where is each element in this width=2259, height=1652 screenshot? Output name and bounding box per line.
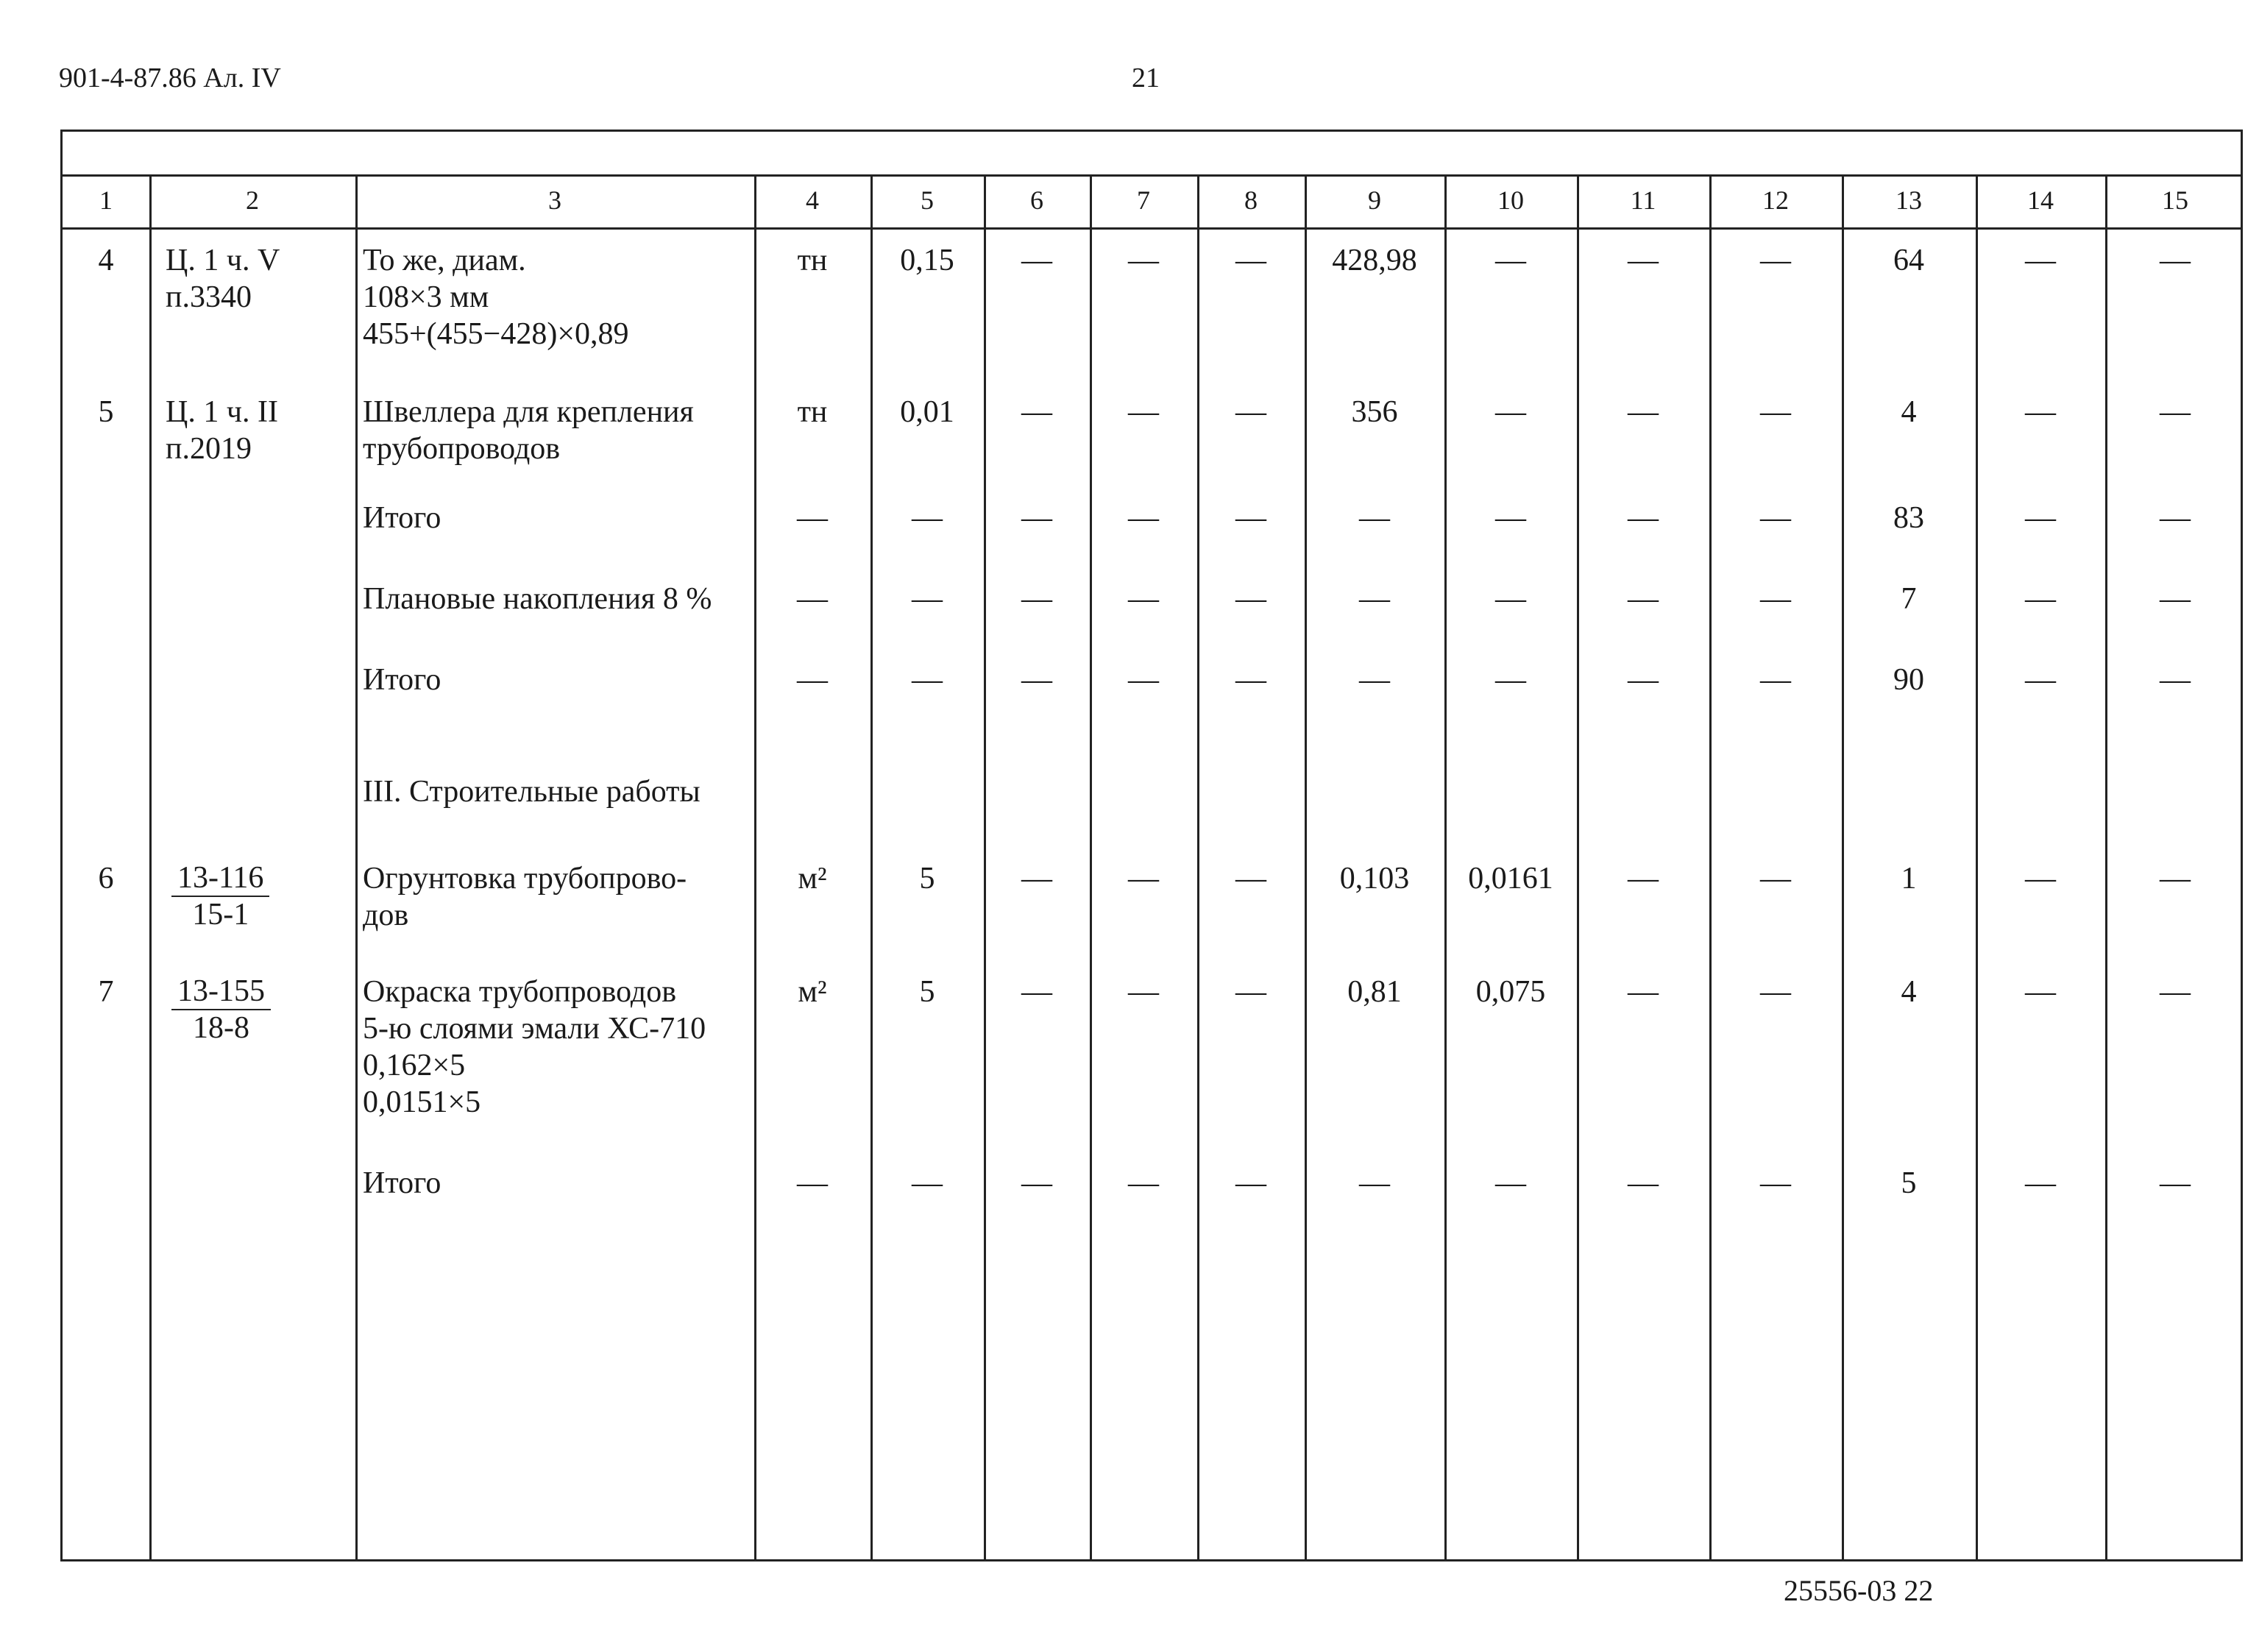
value-cell-col-6: — bbox=[1021, 395, 1052, 429]
value-cell-col-14: — bbox=[2025, 395, 2056, 429]
reference-fraction bbox=[171, 860, 269, 932]
value-cell-col-10: — bbox=[1495, 395, 1526, 429]
value-cell-col-4: тн bbox=[797, 395, 828, 429]
description-line: Швеллера для крепления bbox=[363, 395, 694, 429]
fraction-denominator: 18-8 bbox=[193, 1011, 249, 1045]
value-cell-col-7: — bbox=[1128, 975, 1159, 1009]
column-divider bbox=[355, 174, 358, 1559]
value-cell-col-9: 428,98 bbox=[1332, 244, 1417, 277]
value-cell-col-8: — bbox=[1235, 975, 1266, 1009]
value-cell-col-10: — bbox=[1495, 1166, 1526, 1200]
column-number: 14 bbox=[2027, 185, 2054, 215]
value-cell-col-7: — bbox=[1128, 663, 1159, 697]
value-cell-col-5: 5 bbox=[919, 975, 935, 1009]
table-top-band bbox=[63, 132, 2241, 177]
column-number: 1 bbox=[99, 185, 113, 215]
value-cell-col-5: 0,15 bbox=[900, 244, 954, 277]
value-cell-col-12: — bbox=[1760, 244, 1791, 277]
value-cell-col-4: м² bbox=[798, 862, 827, 896]
value-cell-col-9: — bbox=[1359, 1166, 1390, 1200]
value-cell-col-4: — bbox=[797, 663, 828, 697]
description-line: 455+(455−428)×0,89 bbox=[363, 317, 629, 351]
reference-line: п.3340 bbox=[166, 280, 252, 314]
column-divider bbox=[984, 174, 986, 1559]
column-number: 7 bbox=[1137, 185, 1150, 215]
value-cell-col-13: 1 bbox=[1901, 862, 1917, 896]
value-cell-col-9: 0,81 bbox=[1347, 975, 1402, 1009]
column-divider bbox=[1976, 174, 1978, 1559]
value-cell-col-7: — bbox=[1128, 395, 1159, 429]
value-cell-col-8: — bbox=[1235, 1166, 1266, 1200]
column-number: 15 bbox=[2162, 185, 2188, 215]
value-cell-col-13: 83 bbox=[1893, 501, 1924, 535]
value-cell-col-7: — bbox=[1128, 862, 1159, 896]
footer-code: 25556-03 22 bbox=[1784, 1574, 1934, 1607]
column-divider bbox=[1444, 174, 1447, 1559]
value-cell-col-8: — bbox=[1235, 244, 1266, 277]
reference-line: п.2019 bbox=[166, 432, 252, 466]
description-line: 0,0151×5 bbox=[363, 1085, 481, 1119]
column-number: 9 bbox=[1368, 185, 1381, 215]
value-cell-col-14: — bbox=[2025, 244, 2056, 277]
column-number: 6 bbox=[1030, 185, 1043, 215]
value-cell-col-15: — bbox=[2160, 501, 2191, 535]
value-cell-col-6: — bbox=[1021, 663, 1052, 697]
value-cell-col-4: — bbox=[797, 1166, 828, 1200]
column-number: 5 bbox=[921, 185, 934, 215]
value-cell-col-4: тн bbox=[797, 244, 828, 277]
value-cell-col-8: — bbox=[1235, 395, 1266, 429]
value-cell-col-12: — bbox=[1760, 663, 1791, 697]
description-line: дов bbox=[363, 898, 409, 932]
value-cell-col-14: — bbox=[2025, 501, 2056, 535]
row-number: 7 bbox=[98, 975, 114, 1009]
value-cell-col-11: — bbox=[1628, 395, 1659, 429]
value-cell-col-13: 7 bbox=[1901, 582, 1917, 616]
value-cell-col-12: — bbox=[1760, 582, 1791, 616]
value-cell-col-10: — bbox=[1495, 501, 1526, 535]
description-line: 0,162×5 bbox=[363, 1049, 466, 1082]
column-divider bbox=[1090, 174, 1092, 1559]
value-cell-col-11: — bbox=[1628, 975, 1659, 1009]
value-cell-col-12: — bbox=[1760, 975, 1791, 1009]
value-cell-col-8: — bbox=[1235, 501, 1266, 535]
value-cell-col-6: — bbox=[1021, 975, 1052, 1009]
column-divider bbox=[149, 174, 152, 1559]
value-cell-col-5: — bbox=[912, 582, 943, 616]
value-cell-col-4: — bbox=[797, 582, 828, 616]
description-line: Огрунтовка трубопрово- bbox=[363, 862, 687, 896]
value-cell-col-9: — bbox=[1359, 582, 1390, 616]
value-cell-col-15: — bbox=[2160, 862, 2191, 896]
column-number: 3 bbox=[548, 185, 561, 215]
value-cell-col-9: 0,103 bbox=[1339, 862, 1410, 896]
reference-line: Ц. 1 ч. II bbox=[166, 395, 278, 429]
value-cell-col-15: — bbox=[2160, 582, 2191, 616]
column-divider bbox=[1842, 174, 1844, 1559]
value-cell-col-13: 4 bbox=[1901, 975, 1917, 1009]
value-cell-col-7: — bbox=[1128, 582, 1159, 616]
reference-fraction bbox=[171, 974, 271, 1046]
value-cell-col-15: — bbox=[2160, 975, 2191, 1009]
value-cell-col-8: — bbox=[1235, 862, 1266, 896]
value-cell-col-6: — bbox=[1021, 501, 1052, 535]
value-cell-col-10: — bbox=[1495, 244, 1526, 277]
column-divider bbox=[1197, 174, 1199, 1559]
value-cell-col-14: — bbox=[2025, 1166, 2056, 1200]
value-cell-col-7: — bbox=[1128, 244, 1159, 277]
value-cell-col-12: — bbox=[1760, 501, 1791, 535]
description-line: 5-ю слоями эмали ХС-710 bbox=[363, 1012, 706, 1046]
fraction-denominator: 15-1 bbox=[192, 898, 249, 932]
column-number: 12 bbox=[1762, 185, 1789, 215]
description-line: 108×3 мм bbox=[363, 280, 489, 314]
column-number: 4 bbox=[806, 185, 819, 215]
value-cell-col-7: — bbox=[1128, 1166, 1159, 1200]
value-cell-col-10: 0,0161 bbox=[1468, 862, 1553, 896]
value-cell-col-11: — bbox=[1628, 501, 1659, 535]
value-cell-col-14: — bbox=[2025, 663, 2056, 697]
value-cell-col-9: — bbox=[1359, 663, 1390, 697]
value-cell-col-5: 5 bbox=[919, 862, 935, 896]
description-line: Плановые накопления 8 % bbox=[363, 582, 712, 616]
value-cell-col-15: — bbox=[2160, 1166, 2191, 1200]
column-divider bbox=[870, 174, 873, 1559]
description-line: трубопроводов bbox=[363, 432, 561, 466]
value-cell-col-13: 4 bbox=[1901, 395, 1917, 429]
value-cell-col-6: — bbox=[1021, 1166, 1052, 1200]
value-cell-col-14: — bbox=[2025, 582, 2056, 616]
value-cell-col-13: 64 bbox=[1893, 244, 1924, 277]
value-cell-col-15: — bbox=[2160, 395, 2191, 429]
reference-line: Ц. 1 ч. V bbox=[166, 244, 280, 277]
value-cell-col-11: — bbox=[1628, 663, 1659, 697]
page-number: 21 bbox=[1132, 63, 1160, 93]
value-cell-col-10: 0,075 bbox=[1475, 975, 1546, 1009]
value-cell-col-13: 5 bbox=[1901, 1166, 1917, 1200]
value-cell-col-10: — bbox=[1495, 582, 1526, 616]
fraction-numerator: 13-116 bbox=[171, 860, 269, 897]
value-cell-col-11: — bbox=[1628, 582, 1659, 616]
column-number: 11 bbox=[1630, 185, 1656, 215]
column-divider bbox=[1709, 174, 1712, 1559]
value-cell-col-5: — bbox=[912, 1166, 943, 1200]
value-cell-col-14: — bbox=[2025, 862, 2056, 896]
value-cell-col-15: — bbox=[2160, 663, 2191, 697]
value-cell-col-8: — bbox=[1235, 582, 1266, 616]
column-divider bbox=[754, 174, 756, 1559]
value-cell-col-9: — bbox=[1359, 501, 1390, 535]
row-number: 4 bbox=[98, 244, 114, 277]
value-cell-col-6: — bbox=[1021, 244, 1052, 277]
value-cell-col-4: м² bbox=[798, 975, 827, 1009]
value-cell-col-9: 356 bbox=[1351, 395, 1398, 429]
value-cell-col-13: 90 bbox=[1893, 663, 1924, 697]
row-number: 5 bbox=[98, 395, 114, 429]
value-cell-col-4: — bbox=[797, 501, 828, 535]
value-cell-col-10: — bbox=[1495, 663, 1526, 697]
value-cell-col-11: — bbox=[1628, 1166, 1659, 1200]
column-number: 10 bbox=[1497, 185, 1524, 215]
value-cell-col-5: 0,01 bbox=[900, 395, 954, 429]
value-cell-col-8: — bbox=[1235, 663, 1266, 697]
description-line: Окраска трубопроводов bbox=[363, 975, 677, 1009]
row-number: 6 bbox=[98, 862, 114, 896]
column-number: 13 bbox=[1895, 185, 1922, 215]
value-cell-col-7: — bbox=[1128, 501, 1159, 535]
value-cell-col-12: — bbox=[1760, 395, 1791, 429]
fraction-numerator: 13-155 bbox=[171, 974, 271, 1010]
value-cell-col-6: — bbox=[1021, 582, 1052, 616]
description-line: Итого bbox=[363, 1166, 441, 1200]
value-cell-col-5: — bbox=[912, 501, 943, 535]
value-cell-col-11: — bbox=[1628, 244, 1659, 277]
description-line: То же, диам. bbox=[363, 244, 526, 277]
column-divider bbox=[1577, 174, 1579, 1559]
column-divider bbox=[2105, 174, 2107, 1559]
estimate-table bbox=[60, 130, 2243, 1561]
value-cell-col-5: — bbox=[912, 663, 943, 697]
column-divider bbox=[1305, 174, 1307, 1559]
description-line: Итого bbox=[363, 663, 441, 697]
value-cell-col-12: — bbox=[1760, 862, 1791, 896]
description-line: Итого bbox=[363, 501, 441, 535]
value-cell-col-15: — bbox=[2160, 244, 2191, 277]
value-cell-col-6: — bbox=[1021, 862, 1052, 896]
column-number: 8 bbox=[1244, 185, 1258, 215]
value-cell-col-11: — bbox=[1628, 862, 1659, 896]
value-cell-col-14: — bbox=[2025, 975, 2056, 1009]
document-code: 901-4-87.86 Ал. IV bbox=[59, 63, 281, 93]
value-cell-col-12: — bbox=[1760, 1166, 1791, 1200]
section-heading: III. Строительные работы bbox=[363, 775, 701, 809]
column-number: 2 bbox=[246, 185, 259, 215]
